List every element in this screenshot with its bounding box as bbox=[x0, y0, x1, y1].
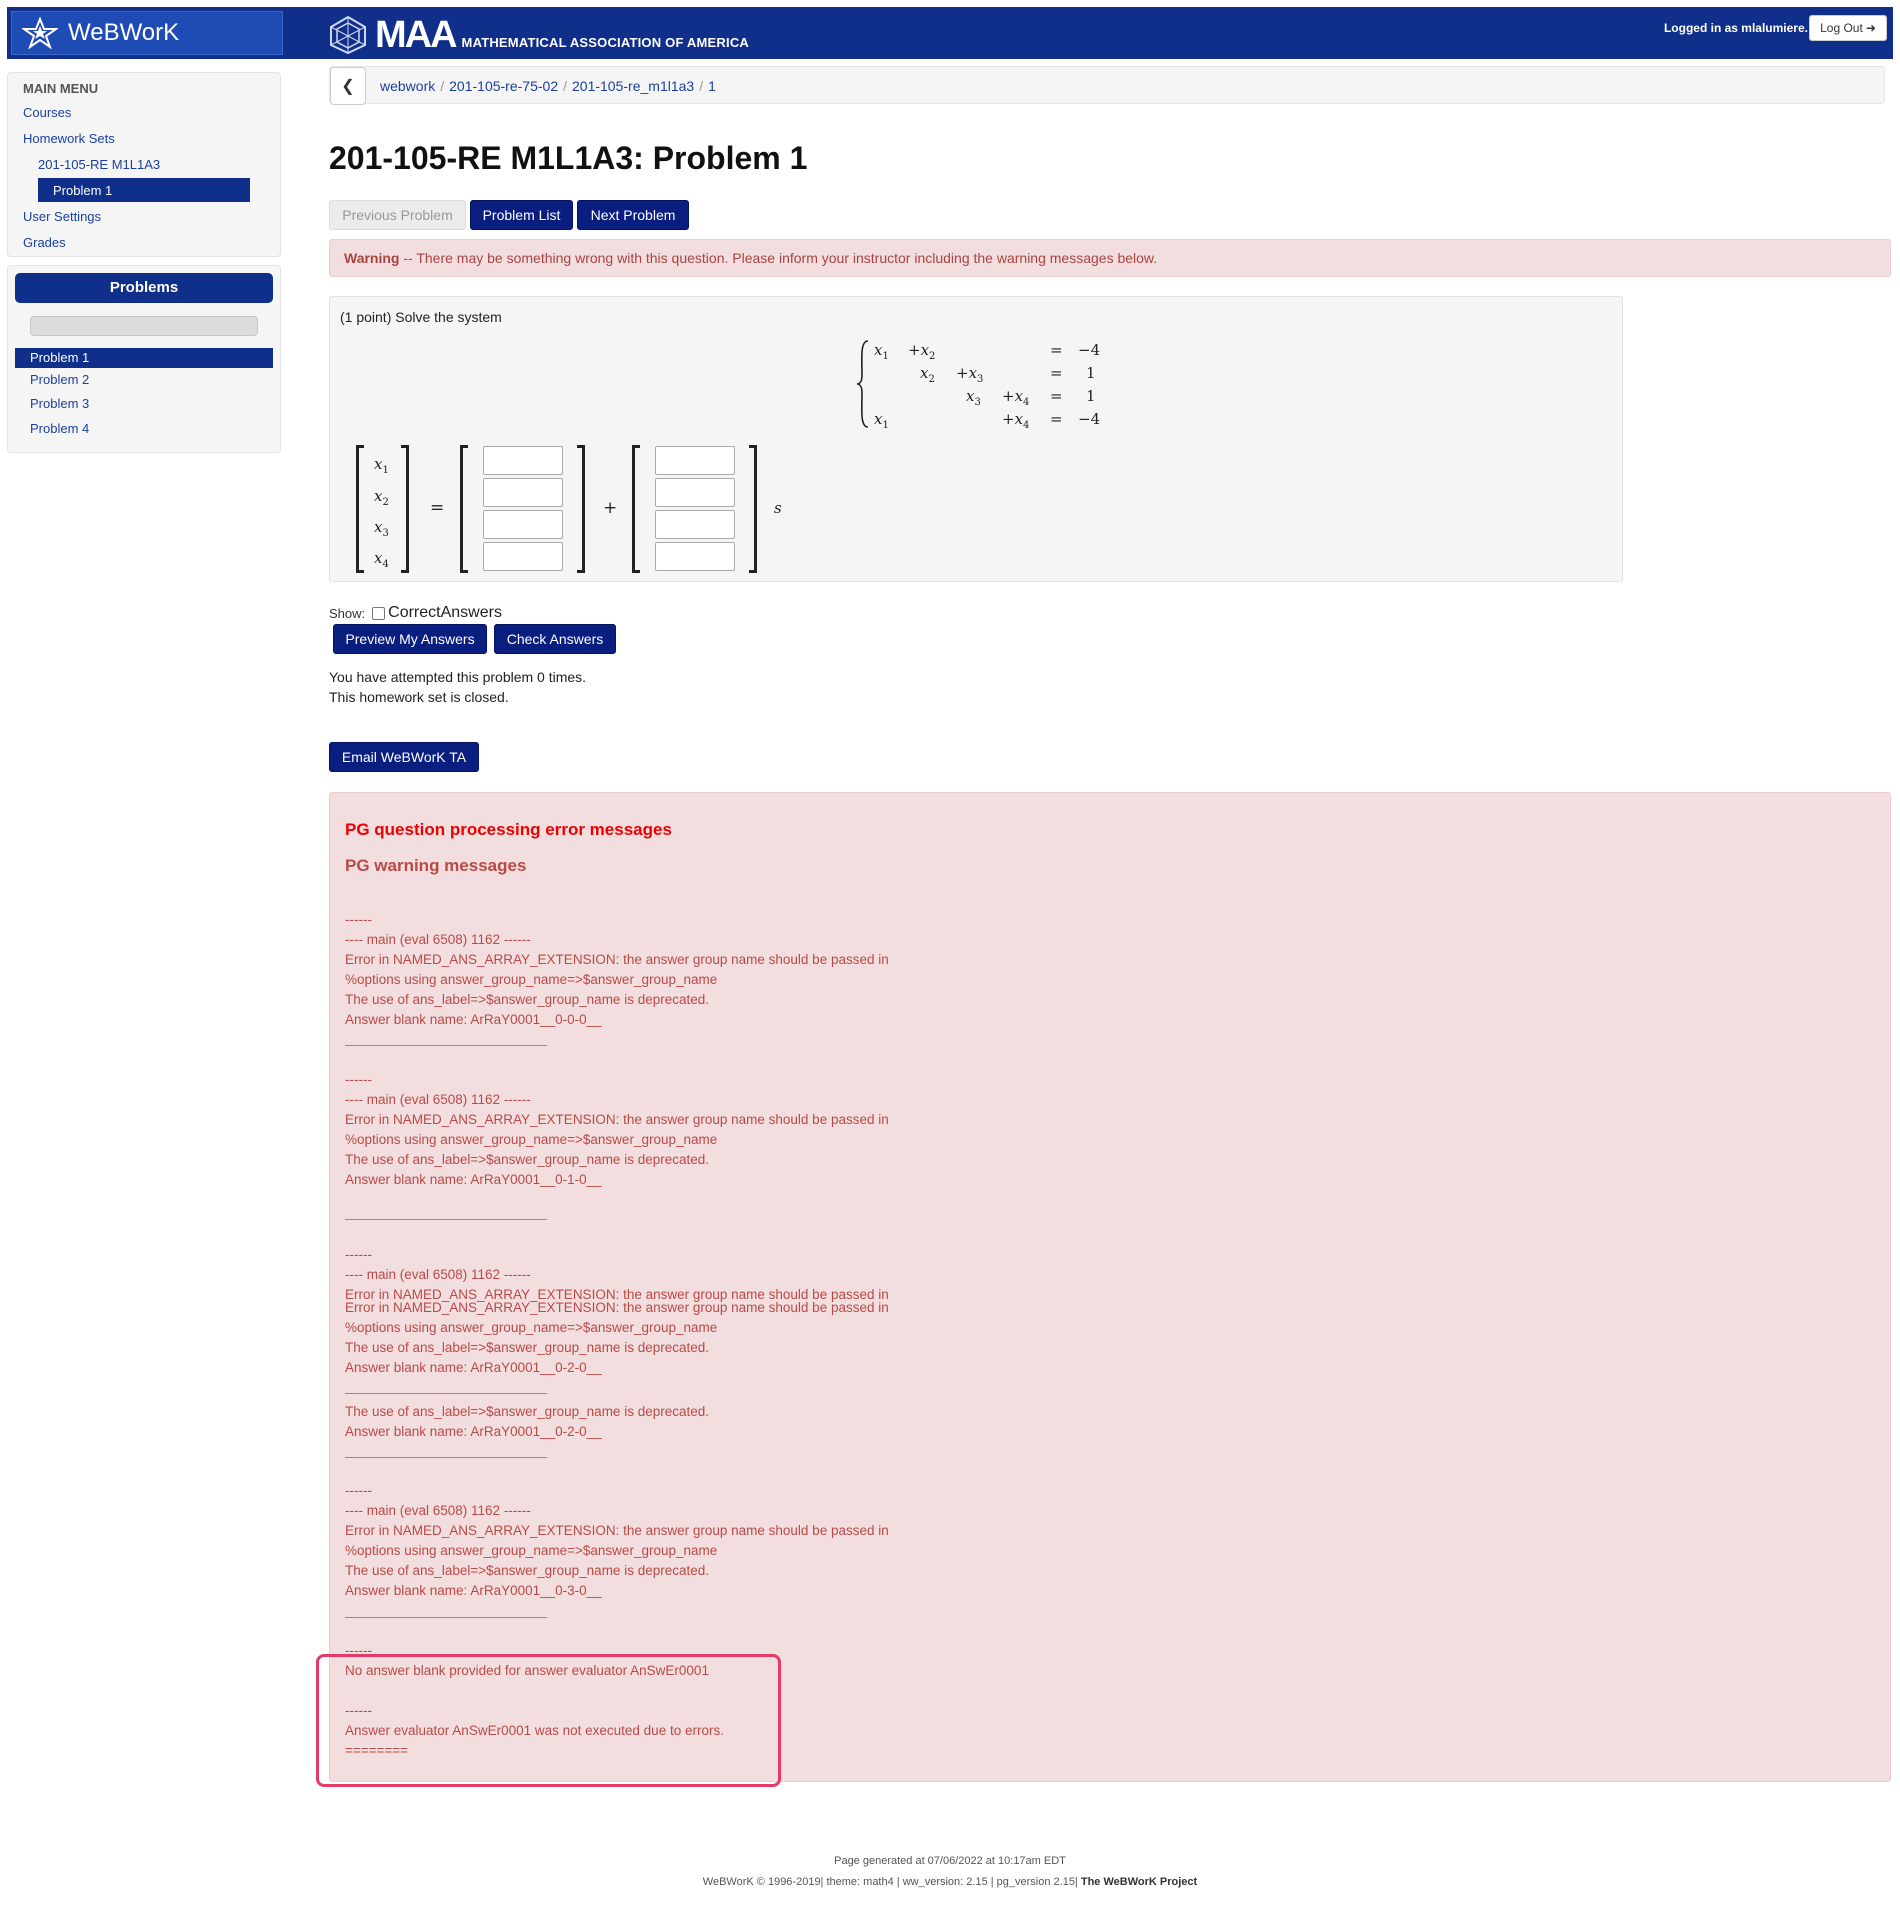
breadcrumb-course[interactable]: 201-105-re-75-02 bbox=[449, 78, 559, 94]
error-line: ---- main (eval 6508) 1162 ------ bbox=[345, 1267, 531, 1282]
error-line: ------ bbox=[345, 1247, 372, 1262]
equals-sign: = bbox=[430, 498, 445, 518]
problem-link-2[interactable]: Problem 2 bbox=[30, 372, 90, 387]
error-line: Error in NAMED_ANS_ARRAY_EXTENSION: the answer group name should be passed in bbox=[345, 1287, 889, 1302]
error-messages-panel bbox=[329, 792, 1891, 1782]
webwork-logo-icon bbox=[22, 17, 58, 49]
parameter-s: s bbox=[774, 499, 782, 517]
breadcrumb-problem[interactable]: 1 bbox=[708, 78, 716, 94]
main-menu bbox=[7, 72, 281, 257]
error-line: ------ bbox=[345, 1703, 372, 1718]
var-x2: $x_2$ bbox=[374, 487, 389, 508]
equation-row-4: $x_1$ $+x_4$ = −4 bbox=[874, 410, 1101, 431]
correct-answers-label: CorrectAnswers bbox=[388, 604, 502, 621]
attempts-text: You have attempted this problem 0 times. bbox=[329, 669, 587, 685]
var-x4: $x_4$ bbox=[374, 549, 389, 570]
answer-input[interactable] bbox=[655, 478, 735, 507]
error-line: %options using answer_group_name=>$answer_group_name bbox=[345, 972, 718, 987]
logout-icon: ➜ bbox=[1865, 21, 1876, 35]
error-line: ------ bbox=[345, 1483, 372, 1498]
logout-label: Log Out bbox=[1820, 21, 1863, 35]
error-line: %options using answer_group_name=>$answer_group_name bbox=[345, 1132, 718, 1147]
var-x3: $x_3$ bbox=[374, 518, 389, 539]
problem-link-1[interactable]: Problem 1 bbox=[15, 348, 273, 368]
error-line: %options using answer_group_name=>$answer_group_name bbox=[345, 1543, 718, 1558]
highlight-box bbox=[316, 1654, 781, 1787]
show-options bbox=[329, 604, 502, 622]
equation-row-1: $x_1$ $+x_2$ = −4 bbox=[874, 341, 1101, 362]
problem-intro: (1 point) Solve the system bbox=[340, 309, 502, 325]
var-x1: $x_1$ bbox=[374, 455, 389, 476]
bracket-left bbox=[356, 445, 364, 573]
separator-rule bbox=[345, 1617, 547, 1618]
previous-problem-button[interactable]: Previous Problem bbox=[329, 200, 466, 230]
separator-rule bbox=[345, 1393, 547, 1394]
answer-input[interactable] bbox=[655, 542, 735, 571]
error-line: Answer blank name: ArRaY0001__0-2-0__ bbox=[345, 1360, 602, 1375]
breadcrumb bbox=[329, 66, 1885, 104]
breadcrumb-set[interactable]: 201-105-re_m1l1a3 bbox=[572, 78, 695, 94]
error-line: ---- main (eval 6508) 1162 ------ bbox=[345, 932, 531, 947]
bracket-right bbox=[577, 445, 585, 573]
preview-answers-button[interactable]: Preview My Answers bbox=[333, 624, 487, 654]
problems-heading: Problems bbox=[15, 273, 273, 303]
bracket-left bbox=[460, 445, 468, 573]
error-line: Error in NAMED_ANS_ARRAY_EXTENSION: the answer group name should be passed in bbox=[345, 1112, 889, 1127]
footer-version bbox=[0, 1876, 1900, 1888]
breadcrumb-trail bbox=[380, 78, 716, 94]
back-button[interactable] bbox=[330, 67, 366, 105]
error-line: ------ bbox=[345, 1643, 372, 1658]
breadcrumb-webwork[interactable]: webwork bbox=[380, 78, 436, 94]
error-line: Answer blank name: ArRaY0001__0-0-0__ bbox=[345, 1012, 602, 1027]
brand-label: WeBWorK bbox=[68, 19, 180, 46]
maa-emblem-icon bbox=[327, 15, 369, 55]
closed-text: This homework set is closed. bbox=[329, 689, 509, 705]
error-line: The use of ans_label=>$answer_group_name is deprecated. bbox=[345, 1152, 709, 1167]
separator-rule bbox=[345, 1219, 547, 1220]
footer-generated: Page generated at 07/06/2022 at 10:17am EDT bbox=[834, 1855, 1066, 1867]
top-navbar bbox=[7, 7, 1893, 59]
problem-link-4[interactable]: Problem 4 bbox=[30, 421, 90, 436]
bracket-right bbox=[401, 445, 409, 573]
error-line: %options using answer_group_name=>$answer_group_name bbox=[345, 1320, 718, 1335]
page-title: 201-105-RE M1L1A3: Problem 1 bbox=[329, 140, 808, 176]
error-line: Error in NAMED_ANS_ARRAY_EXTENSION: the answer group name should be passed in bbox=[345, 952, 889, 967]
breadcrumb-separator: / bbox=[563, 78, 567, 94]
bracket-left bbox=[632, 445, 640, 573]
webwork-brand[interactable] bbox=[11, 11, 283, 55]
answer-input[interactable] bbox=[483, 446, 563, 475]
separator-rule bbox=[345, 1045, 547, 1046]
error-line: Answer blank name: ArRaY0001__0-3-0__ bbox=[345, 1583, 602, 1598]
error-line: Answer blank name: ArRaY0001__0-1-0__ bbox=[345, 1172, 602, 1187]
correct-answers-checkbox[interactable] bbox=[372, 607, 385, 620]
show-label: Show: bbox=[329, 605, 366, 621]
menu-item-courses[interactable]: Courses bbox=[23, 105, 72, 120]
error-line: The use of ans_label=>$answer_group_name is deprecated. bbox=[345, 1340, 709, 1355]
breadcrumb-separator: / bbox=[440, 78, 445, 94]
email-ta-button[interactable]: Email WeBWorK TA bbox=[329, 742, 479, 772]
answer-input[interactable] bbox=[655, 510, 735, 539]
menu-item-problem-1[interactable]: Problem 1 bbox=[38, 178, 250, 202]
error-heading: PG question processing error messages bbox=[345, 820, 672, 839]
menu-item-set[interactable]: 201-105-RE M1L1A3 bbox=[38, 157, 161, 172]
answer-input[interactable] bbox=[483, 478, 563, 507]
problems-panel bbox=[7, 265, 281, 453]
warning-message: -- There may be something wrong with this question. Please inform your instructor including the warning messages below. bbox=[399, 250, 1158, 266]
problem-body: (1 point) Solve the system $x_1$ $+x_2$ = −4 $x_2$ $+x_3$ = 1 $x_3$ $+x_4$ = 1 $x_1$ $+x_4$ = −4 $x_1$ $x_2$ $x_3$ $x_4$ = + s bbox=[329, 296, 1623, 582]
error-line: The use of ans_label=>$answer_group_name is deprecated. bbox=[345, 1404, 709, 1419]
error-line: ---- main (eval 6508) 1162 ------ bbox=[345, 1092, 531, 1107]
error-line: Answer evaluator AnSwEr0001 was not executed due to errors. bbox=[345, 1723, 724, 1738]
separator-rule bbox=[345, 1457, 547, 1458]
login-status: Logged in as mlalumiere. bbox=[1663, 21, 1808, 35]
check-answers-button[interactable]: Check Answers bbox=[494, 624, 616, 654]
error-line: ------ bbox=[345, 1072, 372, 1087]
maa-subtitle: MATHEMATICAL ASSOCIATION OF AMERICA bbox=[461, 34, 749, 50]
next-problem-button[interactable]: Next Problem bbox=[577, 200, 689, 230]
warning-alert bbox=[329, 239, 1891, 277]
error-line: The use of ans_label=>$answer_group_name is deprecated. bbox=[345, 1563, 709, 1578]
error-line: No answer blank provided for answer evaluator AnSwEr0001 bbox=[345, 1663, 709, 1678]
progress-bar bbox=[30, 316, 258, 336]
footer-project-link[interactable]: The WeBWorK Project bbox=[1080, 1876, 1198, 1888]
logout-button[interactable] bbox=[1809, 15, 1887, 41]
answer-input[interactable] bbox=[483, 542, 563, 571]
main-menu-heading: MAIN MENU bbox=[23, 81, 99, 96]
error-line: Error in NAMED_ANS_ARRAY_EXTENSION: the answer group name should be passed in bbox=[345, 1523, 889, 1538]
problem-link-3[interactable]: Problem 3 bbox=[30, 396, 90, 411]
plus-sign: + bbox=[603, 498, 618, 518]
chevron-left-icon: ❮ bbox=[341, 78, 355, 95]
warning-title: Warning bbox=[344, 250, 400, 266]
error-line: Answer blank name: ArRaY0001__0-2-0__ bbox=[345, 1424, 602, 1439]
error-line: ---- main (eval 6508) 1162 ------ bbox=[345, 1503, 531, 1518]
menu-item-homework-sets[interactable]: Homework Sets bbox=[23, 131, 115, 146]
menu-item-user-settings[interactable]: User Settings bbox=[23, 209, 102, 224]
error-line: The use of ans_label=>$answer_group_name is deprecated. bbox=[345, 992, 709, 1007]
problem-list-button[interactable]: Problem List bbox=[470, 200, 573, 230]
warning-heading: PG warning messages bbox=[345, 856, 527, 875]
answer-input[interactable] bbox=[483, 510, 563, 539]
menu-item-grades[interactable]: Grades bbox=[23, 235, 66, 250]
maa-wordmark: MAA bbox=[375, 13, 456, 56]
left-brace-icon bbox=[856, 339, 870, 429]
error-line: ======== bbox=[345, 1743, 409, 1758]
answer-input[interactable] bbox=[655, 446, 735, 475]
bracket-right bbox=[749, 445, 757, 573]
footer-version-text: WeBWorK © 1996-2019| theme: math4 | ww_version: 2.15 | pg_version 2.15| bbox=[702, 1876, 1078, 1888]
error-line: Error in NAMED_ANS_ARRAY_EXTENSION: the answer group name should be passed in bbox=[345, 1300, 889, 1315]
maa-logo[interactable] bbox=[327, 13, 749, 57]
breadcrumb-separator: / bbox=[699, 78, 704, 94]
error-line: ------ bbox=[345, 912, 372, 927]
